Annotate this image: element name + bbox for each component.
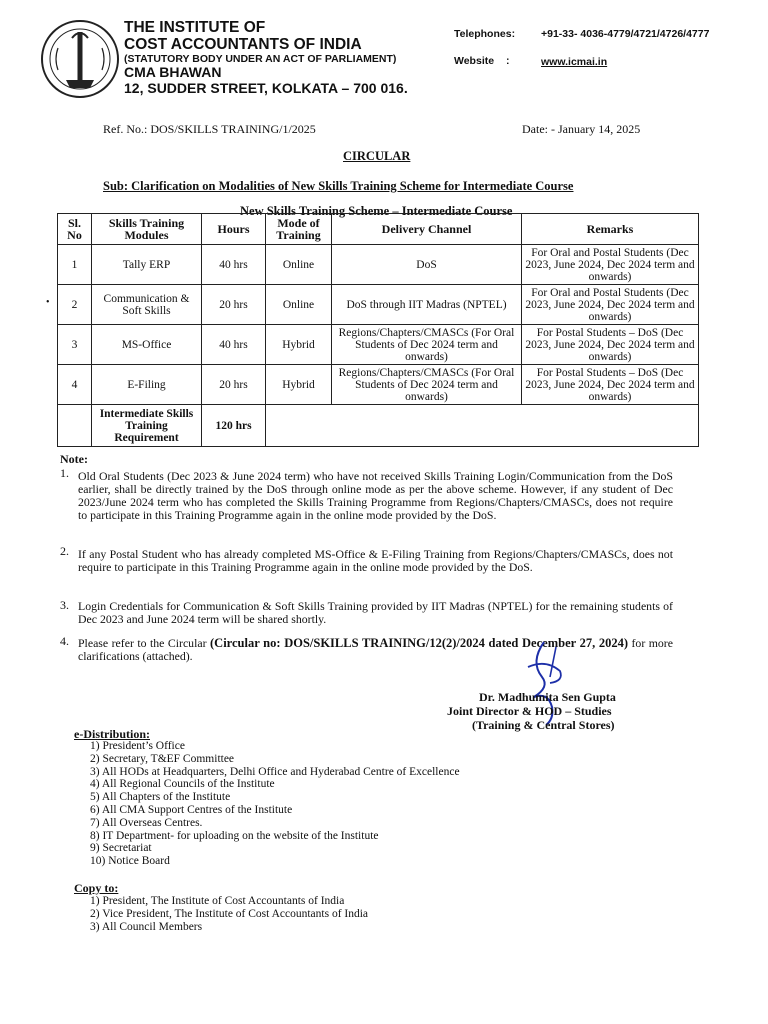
cell-hours: 40 hrs	[202, 325, 266, 365]
telephones-label: Telephones:	[454, 28, 516, 40]
cell-remarks: For Oral and Postal Students (Dec 2023, June 2024, Dec 2024 term and onwards)	[522, 285, 699, 325]
institute-seal-logo	[40, 18, 120, 100]
table-row	[58, 365, 699, 405]
list-item: 4) All Regional Councils of the Institute	[90, 778, 275, 791]
institute-name-line2: COST ACCOUNTANTS OF INDIA	[124, 36, 362, 53]
note-text-prefix: Please refer to the Circular	[78, 636, 210, 650]
cell-hours: 20 hrs	[202, 285, 266, 325]
table-header-row	[58, 214, 699, 245]
note-text	[78, 637, 673, 663]
cell-hours: 40 hrs	[202, 245, 266, 285]
cell-channel: Regions/Chapters/CMASCs (For Oral Students of Dec 2024 term and onwards)	[332, 325, 522, 365]
list-item: 2) Vice President, The Institute of Cost Accountants of India	[90, 907, 369, 920]
signatory-name: Dr. Madhumita Sen Gupta	[479, 690, 616, 704]
cell-sl: 3	[58, 325, 92, 365]
circular-date: Date: - January 14, 2025	[522, 122, 641, 136]
cell-channel: Regions/Chapters/CMASCs (For Oral Students of Dec 2024 term and onwards)	[332, 365, 522, 405]
cell-module: Tally ERP	[92, 245, 202, 285]
table-row	[58, 285, 699, 325]
note-number: 2.	[60, 544, 69, 558]
table-caption: New Skills Training Scheme – Intermediate Course	[240, 204, 513, 218]
note-heading: Note:	[60, 452, 88, 466]
total-hours: 120 hrs	[202, 405, 266, 447]
list-item: 6) All CMA Support Centres of the Institute	[90, 803, 293, 816]
copy-to-heading: Copy to:	[74, 881, 119, 895]
list-item: 1) President, The Institute of Cost Accountants of India	[90, 895, 345, 907]
institute-address: 12, SUDDER STREET, KOLKATA – 700 016.	[124, 80, 408, 96]
total-label: Intermediate Skills Training Requirement	[92, 405, 202, 447]
list-item: 9) Secretariat	[90, 842, 152, 855]
table-row	[58, 245, 699, 285]
cell-module: Communication & Soft Skills	[92, 285, 202, 325]
note-text: Old Oral Students (Dec 2023 & June 2024 term) who have not received Skills Training Login/Communication from the DoS earlier, shall be directly trained by the DoS through online mode as per the above scheme. However, if any student of Dec 2023/June 2024 term who has completed the Skills Training Programme from Regions/Chapters/CMASCs, does not require to participate in this Training Programme again in the online mode provided by the DoS.	[78, 469, 673, 522]
header-mode: Mode of Training	[266, 214, 332, 245]
table-row	[58, 325, 699, 365]
distribution-list	[90, 740, 460, 868]
circular-heading: CIRCULAR	[343, 149, 411, 163]
cell-mode: Hybrid	[266, 325, 332, 365]
cell-mode: Online	[266, 245, 332, 285]
institute-name-line1: THE INSTITUTE OF	[124, 19, 266, 36]
note-text: If any Postal Student who has already completed MS-Office & E-Filing Training from Regions/Chapters/CMASCs, does not require to participate in this Training Programme again in the online mode provided by the DoS.	[78, 547, 673, 574]
list-item: 5) All Chapters of the Institute	[90, 791, 231, 804]
referenced-circular: (Circular no: DOS/SKILLS TRAINING/12(2)/2024 dated December 27, 2024)	[210, 636, 629, 650]
cell-mode: Online	[266, 285, 332, 325]
institute-building: CMA BHAWAN	[124, 64, 222, 80]
cell-channel: DoS through IIT Madras (NPTEL)	[332, 285, 522, 325]
distribution-heading: e-Distribution:	[74, 727, 150, 741]
subject-line: Sub: Clarification on Modalities of New Skills Training Scheme for Intermediate Course	[103, 179, 574, 193]
table-total-row	[58, 405, 699, 447]
telephones-value: +91-33- 4036-4779/4721/4726/4777	[541, 28, 710, 40]
note-number: 4.	[60, 634, 69, 648]
cell-empty-span	[266, 405, 699, 447]
header-delivery-channel: Delivery Channel	[332, 214, 522, 245]
note-text-suffix: for more clarifications (attached).	[78, 636, 673, 663]
cell-sl: 4	[58, 365, 92, 405]
reference-number: Ref. No.: DOS/SKILLS TRAINING/1/2025	[103, 122, 316, 136]
margin-dot: •	[46, 297, 50, 308]
note-text: Login Credentials for Communication & Soft Skills Training provided by IIT Madras (NPTEL) for the remaining students of Dec 2023 and June 2024 term will be shared shortly.	[78, 599, 673, 626]
cell-remarks: For Postal Students – DoS (Dec 2023, June 2024, Dec 2024 term and onwards)	[522, 365, 699, 405]
header-sl-no: Sl. No	[58, 214, 92, 245]
list-item: 3) All Council Members	[90, 920, 203, 933]
website-colon: :	[506, 55, 510, 67]
note-number: 3.	[60, 598, 69, 612]
list-item: 7) All Overseas Centres.	[90, 816, 203, 829]
header-remarks: Remarks	[522, 214, 699, 245]
signatory-title: Joint Director & HOD – Studies	[447, 704, 612, 718]
website-label: Website	[454, 55, 495, 67]
signatory-department: (Training & Central Stores)	[472, 718, 615, 732]
header-hours: Hours	[202, 214, 266, 245]
cell-empty	[58, 405, 92, 447]
cell-module: E-Filing	[92, 365, 202, 405]
cell-channel: DoS	[332, 245, 522, 285]
cell-hours: 20 hrs	[202, 365, 266, 405]
note-number: 1.	[60, 466, 69, 480]
list-item: 1) President’s Office	[90, 740, 185, 752]
cell-remarks: For Postal Students – DoS (Dec 2023, June 2024, Dec 2024 term and onwards)	[522, 325, 699, 365]
cell-remarks: For Oral and Postal Students (Dec 2023, June 2024, Dec 2024 term and onwards)	[522, 245, 699, 285]
skills-training-table	[57, 213, 699, 447]
cell-sl: 2	[58, 285, 92, 325]
list-item: 2) Secretary, T&EF Committee	[90, 752, 235, 765]
cell-sl: 1	[58, 245, 92, 285]
list-item: 8) IT Department- for uploading on the website of the Institute	[90, 829, 379, 842]
website-link[interactable]: www.icmai.in	[541, 56, 608, 68]
list-item: 3) All HODs at Headquarters, Delhi Office and Hyderabad Centre of Excellence	[90, 765, 460, 778]
cell-module: MS-Office	[92, 325, 202, 365]
institute-statutory-line: (STATUTORY BODY UNDER AN ACT OF PARLIAMENT)	[124, 53, 397, 65]
header-modules: Skills Training Modules	[92, 214, 202, 245]
list-item: 10) Notice Board	[90, 855, 170, 868]
copy-to-list	[90, 895, 368, 933]
cell-mode: Hybrid	[266, 365, 332, 405]
